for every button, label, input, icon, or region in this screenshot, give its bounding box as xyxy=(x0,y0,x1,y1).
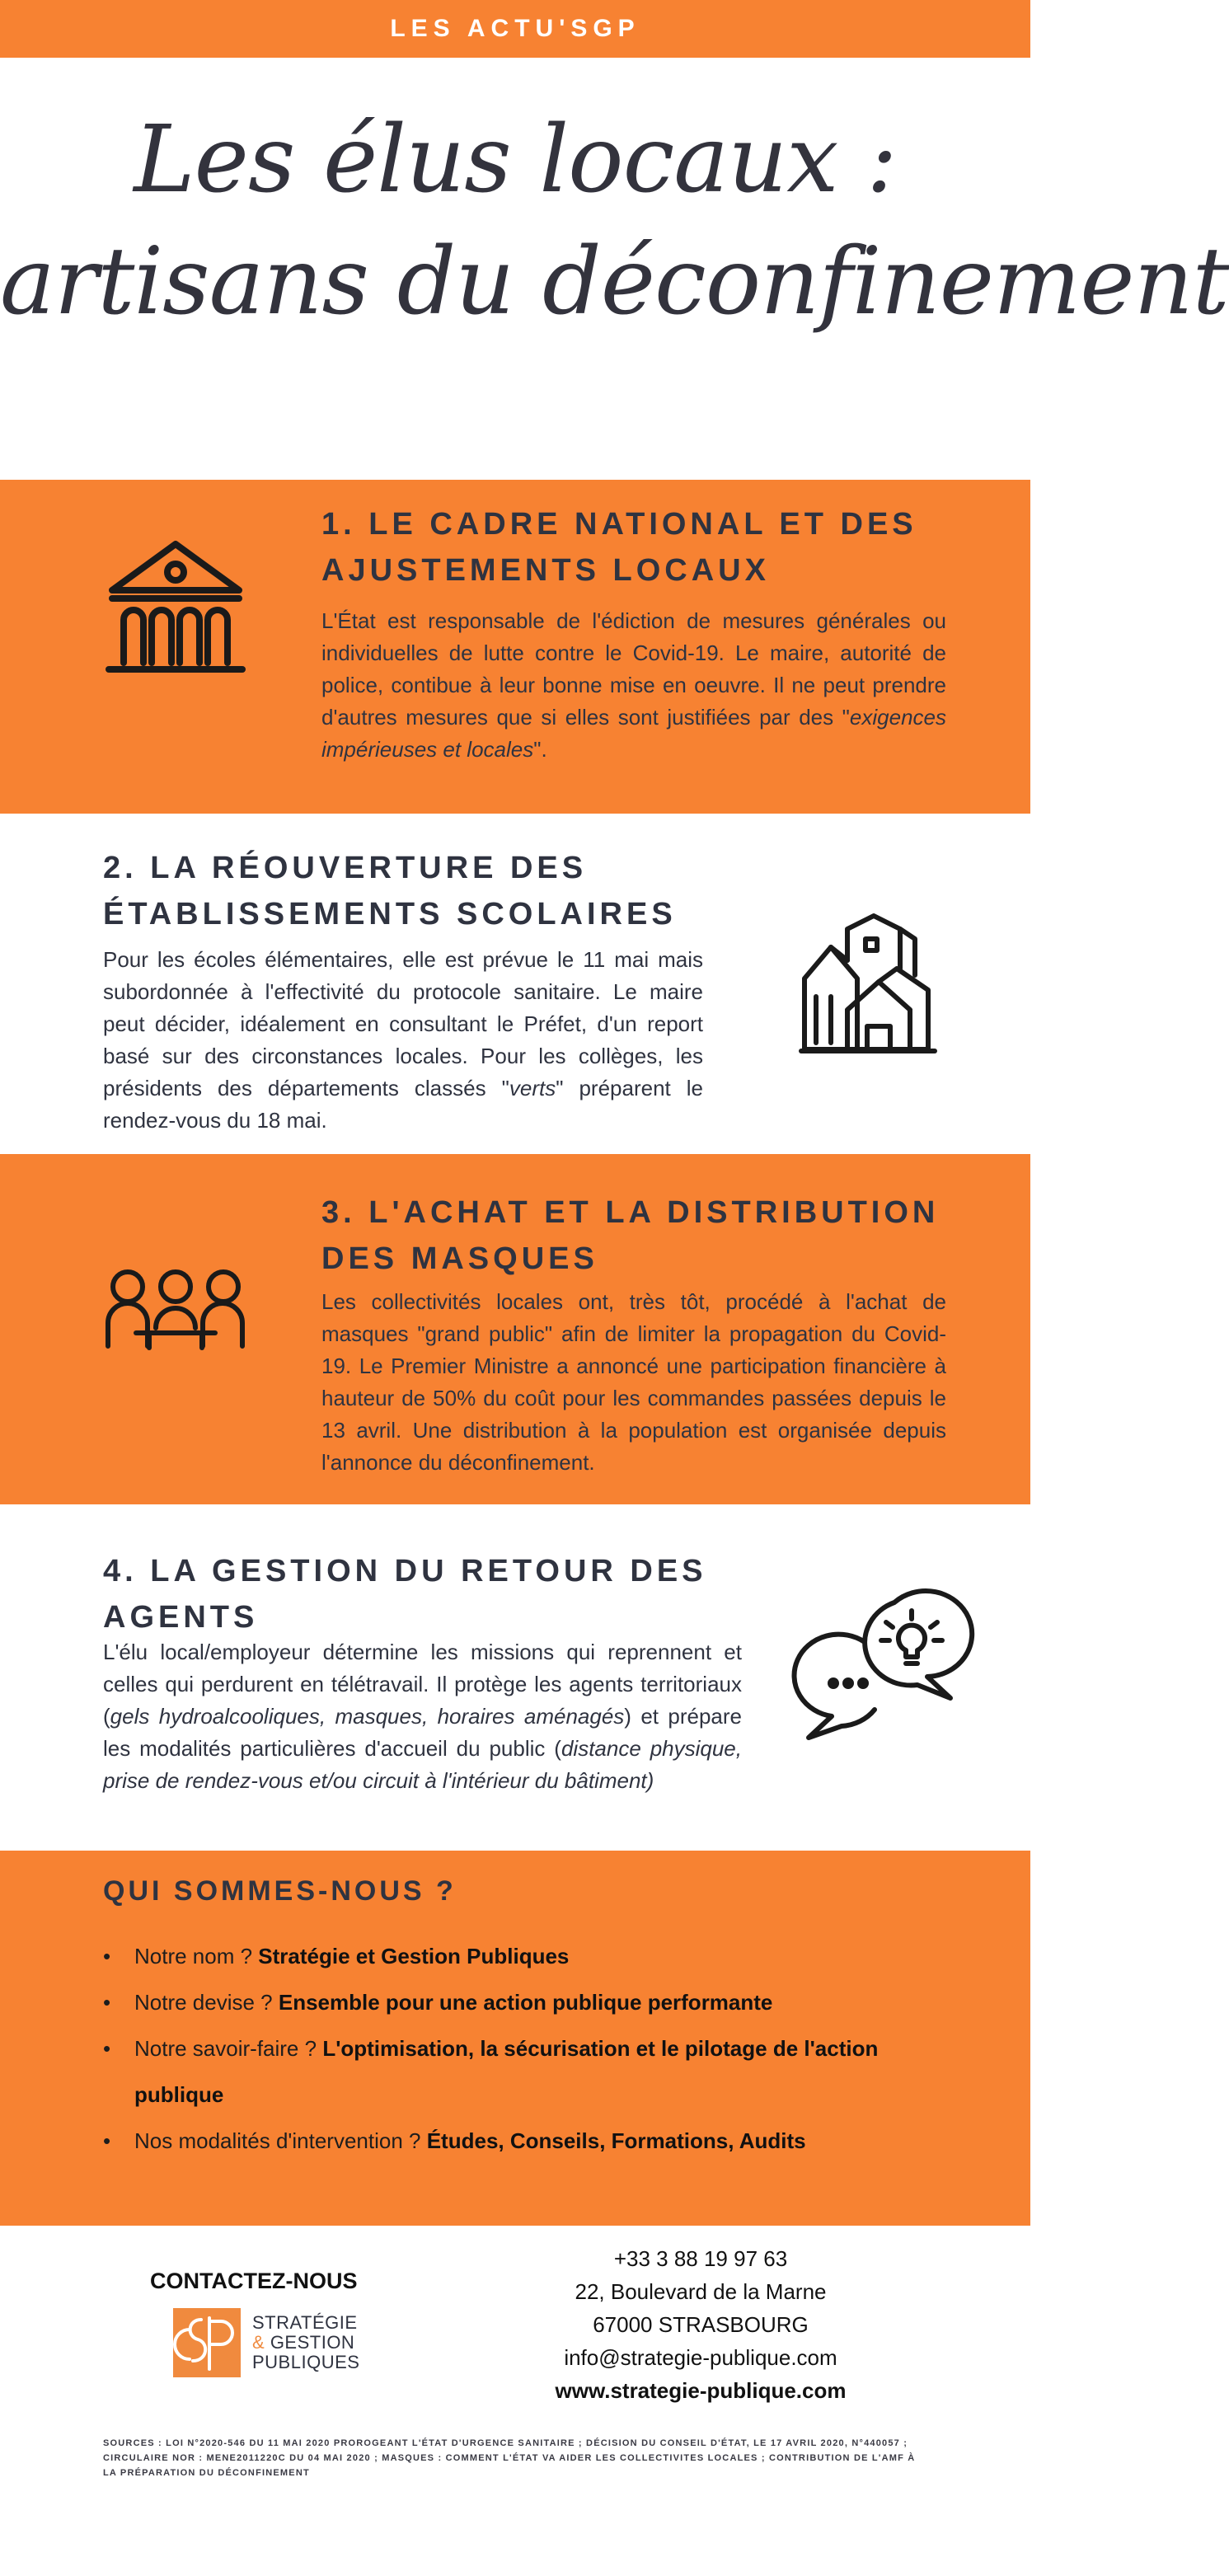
section-3-title: 3. L'ACHAT ET LA DISTRIBUTION DES MASQUES xyxy=(321,1195,940,1276)
buildings-icon xyxy=(798,911,938,1056)
logo-text: STRATÉGIE & GESTION PUBLIQUES xyxy=(252,2312,360,2372)
section-4-title: 4. LA GESTION DU RETOUR DES AGENTS xyxy=(103,1554,707,1635)
contact-address-1: 22, Boulevard de la Marne xyxy=(575,2279,827,2304)
sources-text: SOURCES : LOI N°2020-546 DU 11 MAI 2020 PROROGEANT L'ÉTAT D'URGENCE SANITAIRE ; DÉCISION DU CONSEIL D'ÉTAT, LE 17 AVRIL 2020, N°440057 ; CIRCULAIRE NOR : MENE2011220C DU 04 MAI 2020 ; MASQUES : COMMENT L'ÉTAT VA AIDER LES COLLECTIVITES LOCALES ; CONTRIBUTION DE L'AMF À LA PRÉPARATION DU DÉCONFINEMENT xyxy=(103,2438,916,2478)
contact-title: CONTACTEZ-NOUS xyxy=(150,2269,358,2293)
header-bar xyxy=(0,0,1030,58)
page-title-line1: Les élus locaux : xyxy=(134,106,897,213)
list-item: • Nos modalités d'intervention ? Études, Conseils, Formations, Audits xyxy=(103,2118,894,2164)
section-1-title: 1. LE CADRE NATIONAL ET DES AJUSTEMENTS LOCAUX xyxy=(321,507,917,588)
contact-address-2: 67000 STRASBOURG xyxy=(593,2312,809,2337)
logo-mark-icon xyxy=(173,2308,241,2377)
section-1-body: L'État est responsable de l'édiction de mesures générales ou individuelles de lutte contre le Covid-19. Le maire, autorité de police, contibue à leur bonne mise en oeuvre. Il ne peut prendre d'autres mesures que si elles sont justifiées par des "exigences impérieuses et locales". xyxy=(321,608,946,762)
chat-bubbles-idea-icon xyxy=(804,1593,960,1741)
section-2-title: 2. LA RÉOUVERTURE DES ÉTABLISSEMENTS SCOLAIRES xyxy=(103,851,677,931)
page-title xyxy=(0,99,1229,343)
town-hall-icon xyxy=(106,537,246,676)
contact-website[interactable]: www.strategie-publique.com xyxy=(555,2378,847,2403)
about-title: QUI SOMMES-NOUS ? xyxy=(103,1875,457,1907)
contact-email[interactable]: info@strategie-publique.com xyxy=(564,2345,837,2370)
list-item: • Notre savoir-faire ? L'optimisation, la sécurisation et le pilotage de l'action publique xyxy=(103,2025,894,2118)
section-3-body: Les collectivités locales ont, très tôt, procédé à l'achat de masques "grand public" afin de limiter la propagation du Covid-19. Le Premier Ministre a annoncé une participation financière à hauteur de 50% du coût pour les commandes passées depuis le 13 avril. Une distribution à la population est organisée depuis l'annonce du déconfinement. xyxy=(321,1289,946,1475)
contact-info xyxy=(495,2242,907,2407)
page-title-line2: artisans du déconfinement xyxy=(0,228,1229,335)
list-item: • Notre devise ? Ensemble pour une action publique performante xyxy=(103,1979,894,2025)
about-list xyxy=(103,1933,894,2164)
list-item: • Notre nom ? Stratégie et Gestion Publiques xyxy=(103,1933,894,1979)
logo xyxy=(173,2308,359,2377)
section-2-body: Pour les écoles élémentaires, elle est prévue le 11 mai mais subordonnée à l'effectivité du protocole sanitaire. Le maire peut décider, idéalement en consultant le Préfet, d'un report basé sur des circonstances locales. Pour les collèges, les présidents des départements classés "verts" préparent le rendez-vous du 18 mai. xyxy=(103,947,703,1133)
section-4-body: L'élu local/employeur détermine les missions qui reprennent et celles qui perdurent en télétravail. Il protège les agents territoriaux (gels hydroalcooliques, masques, horaires aménagés) et prépare les modalités particulières d'accueil du public (distance physique, prise de rendez-vous et/ou circuit à l'intérieur du bâtiment) xyxy=(103,1640,743,1793)
header-label: LES ACTU'SGP xyxy=(390,15,640,42)
contact-phone[interactable]: +33 3 88 19 97 63 xyxy=(613,2246,788,2271)
meeting-people-icon xyxy=(103,1265,247,1351)
